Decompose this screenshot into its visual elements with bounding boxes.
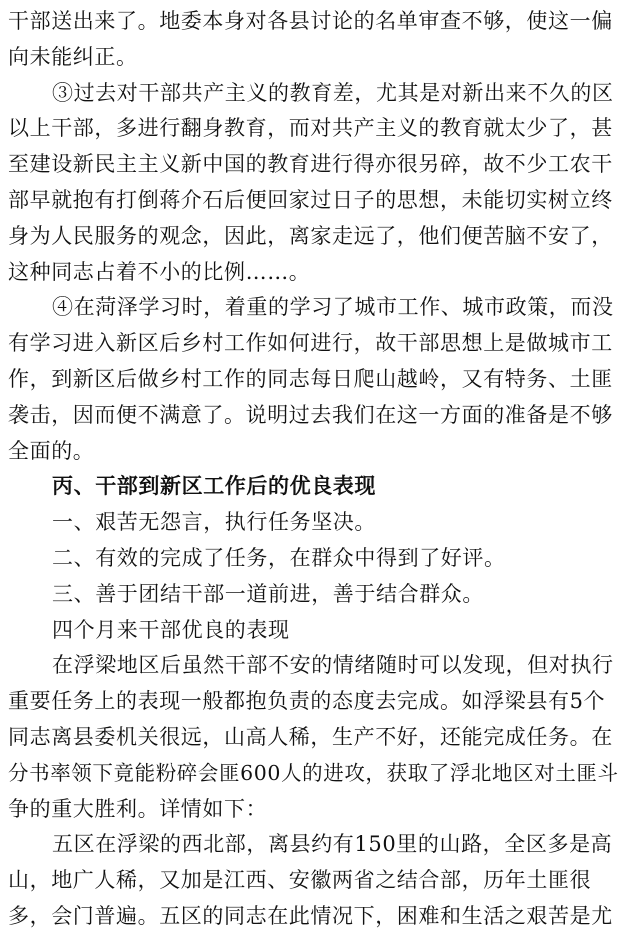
text-line: 有学习进入新区后乡村工作如何进行，故干部思想上是做城市工 <box>8 331 613 356</box>
text-line: 干部送出来了。地委本身对各县讨论的名单审查不够，使这一偏 <box>8 9 613 33</box>
text-line: 重要任务上的表现一般都抱负责的态度去完成。如浮梁县有5个 <box>8 689 606 714</box>
text-line: 一、艰苦无怨言，执行任务坚决。 <box>52 510 376 535</box>
text-line: 在浮梁地区后虽然干部不安的情绪随时可以发现，但对执行 <box>52 653 614 678</box>
text-line: 分书率领下竟能粉碎会匪600人的进攻，获取了浮北地区对土匪斗 <box>8 760 619 785</box>
text-line: 部早就抱有打倒蒋介石后便回家过日子的思想，未能切实树立终 <box>8 187 613 212</box>
text-line: 多，会门普遍。五区的同志在此情况下，困难和生活之艰苦是尤 <box>8 903 613 928</box>
text-line: 四个月来干部优良的表现 <box>52 617 290 642</box>
text-line: 作，到新区后做乡村工作的同志每日爬山越岭，又有特务、土匪 <box>8 366 613 391</box>
text-line: 以上干部，多进行翻身教育，而对共产主义的教育就太少了，甚 <box>8 116 613 141</box>
text-line: ④在菏泽学习时，着重的学习了城市工作、城市政策，而没 <box>52 295 614 320</box>
text-line: 至建设新民主主义新中国的教育进行得亦很另碎，故不少工农干 <box>8 152 613 177</box>
text-line: 山，地广人稀，又加是江西、安徽两省之结合部，历年土匪很 <box>8 868 592 893</box>
text-line: 同志离县委机关很远，山高人稀，生产不好，还能完成任务。在 <box>8 724 613 749</box>
section-heading: 丙、干部到新区工作后的优良表现 <box>52 474 376 499</box>
text-line: 向未能纠正。 <box>8 44 138 69</box>
text-line: 袭击，因而便不满意了。说明过去我们在这一方面的准备是不够 <box>8 402 613 427</box>
text-line: 争的重大胜利。详情如下： <box>8 796 268 821</box>
text-line: 五区在浮梁的西北部，离县约有150里的山路，全区多是高 <box>52 832 613 857</box>
text-line: 二、有效的完成了任务，在群众中得到了好评。 <box>52 545 506 570</box>
text-line: 身为人民服务的观念，因此，离家走远了，他们便苦脑不安了， <box>8 223 613 248</box>
text-line: 这种同志占着不小的比例……。 <box>8 259 311 284</box>
text-line: 全面的。 <box>8 438 95 463</box>
text-line: ③过去对干部共产主义的教育差，尤其是对新出来不久的区 <box>52 80 614 105</box>
text-line: 三、善于团结干部一道前进，善于结合群众。 <box>52 581 484 606</box>
